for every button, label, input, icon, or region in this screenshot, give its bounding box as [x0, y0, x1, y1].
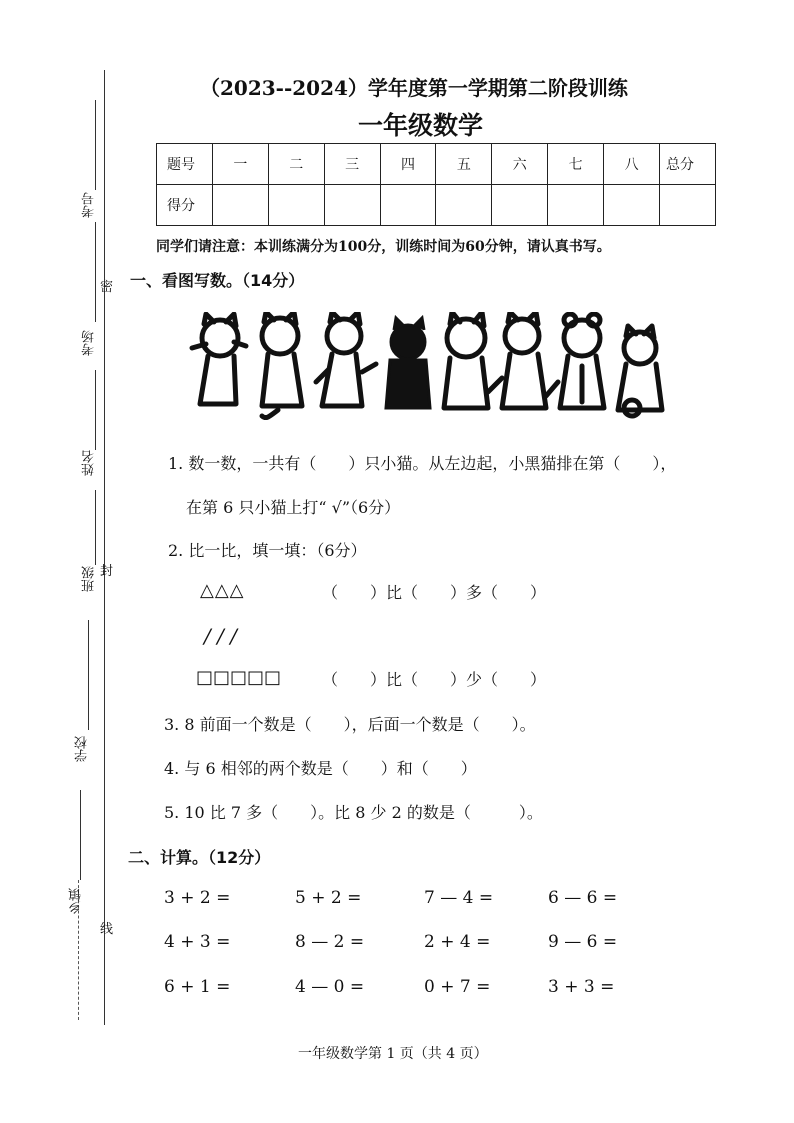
- question-2-heading: 2. 比一比，填一填：（6分）: [168, 541, 367, 560]
- score-cell-header: 三: [324, 144, 380, 185]
- score-cell-blank[interactable]: [268, 185, 324, 226]
- question-3: 3. 8 前面一个数是（ ），后面一个数是（ ）。: [164, 715, 536, 734]
- score-cell-blank[interactable]: [492, 185, 548, 226]
- score-cell-header: 一: [212, 144, 268, 185]
- calc-item: 3 + 3 =: [548, 977, 615, 997]
- exam-no-label: 考号: [82, 192, 97, 218]
- square-shapes: □□□□□: [196, 667, 282, 688]
- cat-illustration-6: [502, 312, 558, 408]
- name-blank: [95, 370, 96, 450]
- question-1-line-2: 在第 6 只小猫上打“ √”（6分）: [186, 498, 401, 517]
- black-cat-illustration: [386, 318, 430, 408]
- question-2-row-3: （ ）比（ ）少（ ）: [322, 670, 547, 689]
- calc-item: 9 — 6 =: [548, 932, 618, 952]
- school-label: 学校: [75, 736, 90, 762]
- cat-illustration-2: [262, 312, 302, 418]
- score-cell-total: 总分: [660, 144, 716, 185]
- room-label: 考场: [82, 330, 97, 356]
- cat-illustration-3: [316, 312, 376, 406]
- question-2-row-1: （ ）比（ ）多（ ）: [322, 583, 547, 602]
- question-5: 5. 10 比 7 多（ ）。比 8 少 2 的数是（ ）。: [164, 803, 543, 822]
- stick-shapes: / / /: [204, 624, 237, 648]
- calc-item: 6 + 1 =: [164, 977, 231, 997]
- class-label: 班级: [82, 566, 97, 592]
- calc-item: 4 + 3 =: [164, 932, 231, 952]
- seal-char-mi: 密: [100, 280, 114, 295]
- room-blank: [95, 222, 96, 322]
- score-cell-blank[interactable]: [604, 185, 660, 226]
- class-blank: [95, 490, 96, 565]
- cats-illustration: [186, 312, 674, 420]
- binding-line: [104, 70, 105, 1025]
- score-cell-header: 七: [548, 144, 604, 185]
- score-row-label: 得分: [157, 185, 213, 226]
- calc-item: 4 — 0 =: [295, 977, 365, 997]
- score-table: [156, 143, 716, 226]
- calc-item: 7 — 4 =: [424, 888, 494, 908]
- exam-subtitle: 一年级数学: [358, 111, 484, 140]
- exam-notice: 同学们请注意：本训练满分为100分，训练时间为60分钟，请认真书写。: [156, 239, 611, 255]
- score-cell-header: 五: [436, 144, 492, 185]
- score-cell-blank[interactable]: [212, 185, 268, 226]
- score-table-header-row: [157, 144, 716, 185]
- cat-illustration-8: [618, 326, 662, 416]
- cat-illustration-1: [192, 314, 246, 404]
- score-cell-header: 八: [604, 144, 660, 185]
- calc-item: 6 — 6 =: [548, 888, 618, 908]
- section1-heading: 一、看图写数。（14分）: [130, 271, 305, 290]
- score-cell-header: 六: [492, 144, 548, 185]
- town-label: 乡镇: [69, 888, 84, 914]
- question-4: 4. 与 6 相邻的两个数是（ ）和（ ）: [164, 759, 477, 778]
- section2-heading: 二、计算。（12分）: [128, 848, 271, 867]
- exam-title: （2023--2024）学年度第一学期第二阶段训练: [200, 76, 628, 100]
- calc-item: 5 + 2 =: [295, 888, 362, 908]
- score-cell-blank[interactable]: [380, 185, 436, 226]
- score-cell-blank[interactable]: [324, 185, 380, 226]
- score-cell-blank[interactable]: [548, 185, 604, 226]
- name-label: 姓名: [82, 450, 97, 476]
- town-blank: [80, 790, 81, 880]
- score-cell-header: 四: [380, 144, 436, 185]
- score-table-score-row: [157, 185, 716, 226]
- score-cell-blank[interactable]: [660, 185, 716, 226]
- calc-item: 2 + 4 =: [424, 932, 491, 952]
- school-blank: [88, 620, 89, 730]
- cat-illustration-7: [560, 314, 604, 408]
- page-footer: 一年级数学第 1 页（共 4 页）: [298, 1046, 488, 1062]
- calc-item: 0 + 7 =: [424, 977, 491, 997]
- triangle-shapes: △△△: [200, 580, 245, 601]
- exam-no-blank: [95, 100, 96, 190]
- score-cell-header: 二: [268, 144, 324, 185]
- calc-item: 8 — 2 =: [295, 932, 365, 952]
- score-cell-blank[interactable]: [436, 185, 492, 226]
- seal-char-feng: 封: [100, 564, 114, 579]
- seal-char-xian: 线: [100, 922, 114, 937]
- score-cell-label: 题号: [157, 144, 213, 185]
- calc-item: 3 + 2 =: [164, 888, 231, 908]
- cat-illustration-5: [444, 312, 502, 408]
- question-1-line-1: 1. 数一数，一共有（ ）只小猫。从左边起，小黑猫排在第（ ），: [168, 454, 677, 473]
